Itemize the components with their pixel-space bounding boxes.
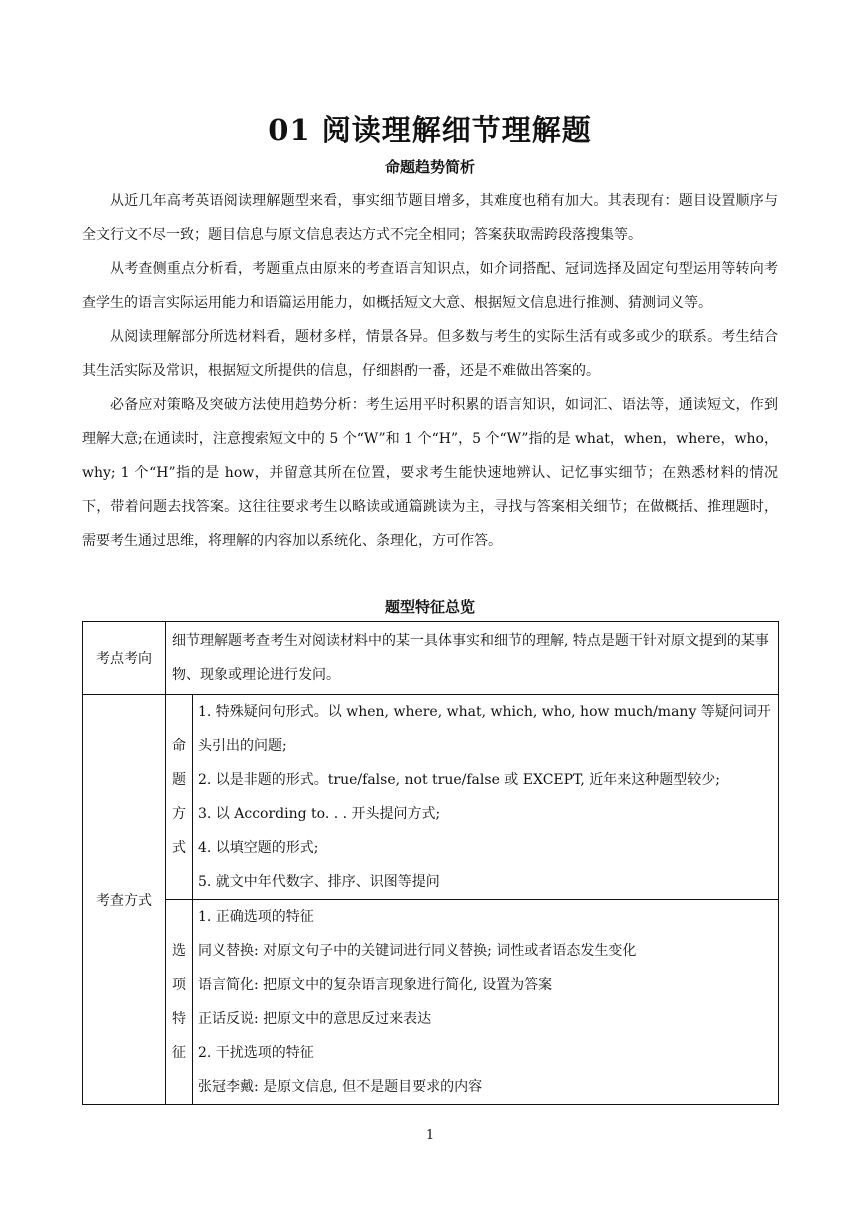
row-label-focus: 考点考向 — [83, 622, 166, 695]
sub-label-char: 选 — [172, 943, 186, 959]
sub-label-char: 征 — [172, 1045, 186, 1061]
list-item: 3. 以 According to. . . 开头提问方式; — [198, 806, 441, 822]
question-features-table — [82, 621, 779, 1105]
paragraph: 从考查侧重点分析看，考题重点由原来的考查语言知识点，如介词搭配、冠词选择及固定句型运用等转向考查学生的语言实际运用能力和语篇运用能力，如概括短文大意、根据短文信息进行推测、猜测词义等。 — [82, 261, 778, 311]
list-item: 2. 以是非题的形式。true/false, not true/false 或 EXCEPT, 近年来这种题型较少; — [198, 772, 720, 788]
table-row — [83, 900, 779, 1105]
sub-label-question-forms — [166, 695, 193, 900]
question-forms-list — [193, 695, 779, 900]
table-row — [83, 695, 779, 900]
list-item: 2. 干扰选项的特征 — [198, 1045, 314, 1061]
list-item: 同义替换: 对原文句子中的关键词进行同义替换; 词性或者语态发生变化 — [198, 943, 637, 959]
row-label-method: 考查方式 — [83, 695, 166, 1105]
table-row — [83, 622, 779, 695]
list-item: 语言简化: 把原文中的复杂语言现象进行简化, 设置为答案 — [198, 977, 553, 993]
list-item: 张冠李戴: 是原文信息, 但不是题目要求的内容 — [198, 1079, 483, 1095]
trend-analysis-body — [82, 184, 778, 558]
list-item: 4. 以填空题的形式; — [198, 840, 319, 856]
list-item: 1. 特殊疑问句形式。以 when, where, what, which, who, how much/many 等疑问词开头引出的问题; — [198, 704, 771, 754]
page-number: 1 — [425, 1128, 435, 1143]
paragraph: 从阅读理解部分所选材料看，题材多样，情景各异。但多数与考生的实际生活有或多或少的联系。考生结合其生活实际及常识，根据短文所提供的信息，仔细斟酌一番，还是不难做出答案的。 — [82, 329, 778, 379]
section-heading-features: 题型特征总览 — [384, 598, 475, 616]
sub-label-char: 题 — [172, 772, 186, 788]
sub-label-char: 方 — [172, 806, 186, 822]
page-title: 01 阅读理解细节理解题 — [268, 113, 592, 147]
section-heading-trend: 命题趋势简析 — [384, 158, 475, 176]
sub-label-char: 命 — [172, 738, 186, 754]
list-item: 正话反说: 把原文中的意思反过来表达 — [198, 1011, 432, 1027]
list-item: 5. 就文中年代数字、排序、识图等提问 — [198, 874, 440, 890]
sub-label-char: 特 — [172, 1011, 186, 1027]
sub-label-char: 项 — [172, 977, 186, 993]
option-features-list — [193, 900, 779, 1105]
sub-label-char: 式 — [172, 840, 186, 856]
sub-label-option-features — [166, 900, 193, 1105]
list-item: 1. 正确选项的特征 — [198, 909, 314, 925]
paragraph: 从近几年高考英语阅读理解题型来看，事实细节题目增多，其难度也稍有加大。其表现有：题目设置顺序与全文行文不尽一致；题目信息与原文信息表达方式不完全相同；答案获取需跨段落搜集等。 — [82, 193, 778, 243]
row-content-focus: 细节理解题考查考生对阅读材料中的某一具体事实和细节的理解, 特点是题干针对原文提到的某事物、现象或理论进行发问。 — [166, 622, 779, 695]
paragraph: 必备应对策略及突破方法使用趋势分析：考生运用平时积累的语言知识，如词汇、语法等，通读短文，作到理解大意;在通读时，注意搜索短文中的 5 个“W”和 1 个“H”，5 个“W”指的是 what，when，where，who，why; 1 个“H”指的是 how，并留意其所在位置，要求考生能快速地辨认、记忆事实细节；在熟悉材料的情况下，带着问题去找答案。这往往要求考生以略读或通篇跳读为主，寻找与答案相关细节；在做概括、推理题时，需要考生通过思维，将理解的内容加以系统化、条理化，方可作答。 — [82, 397, 778, 549]
